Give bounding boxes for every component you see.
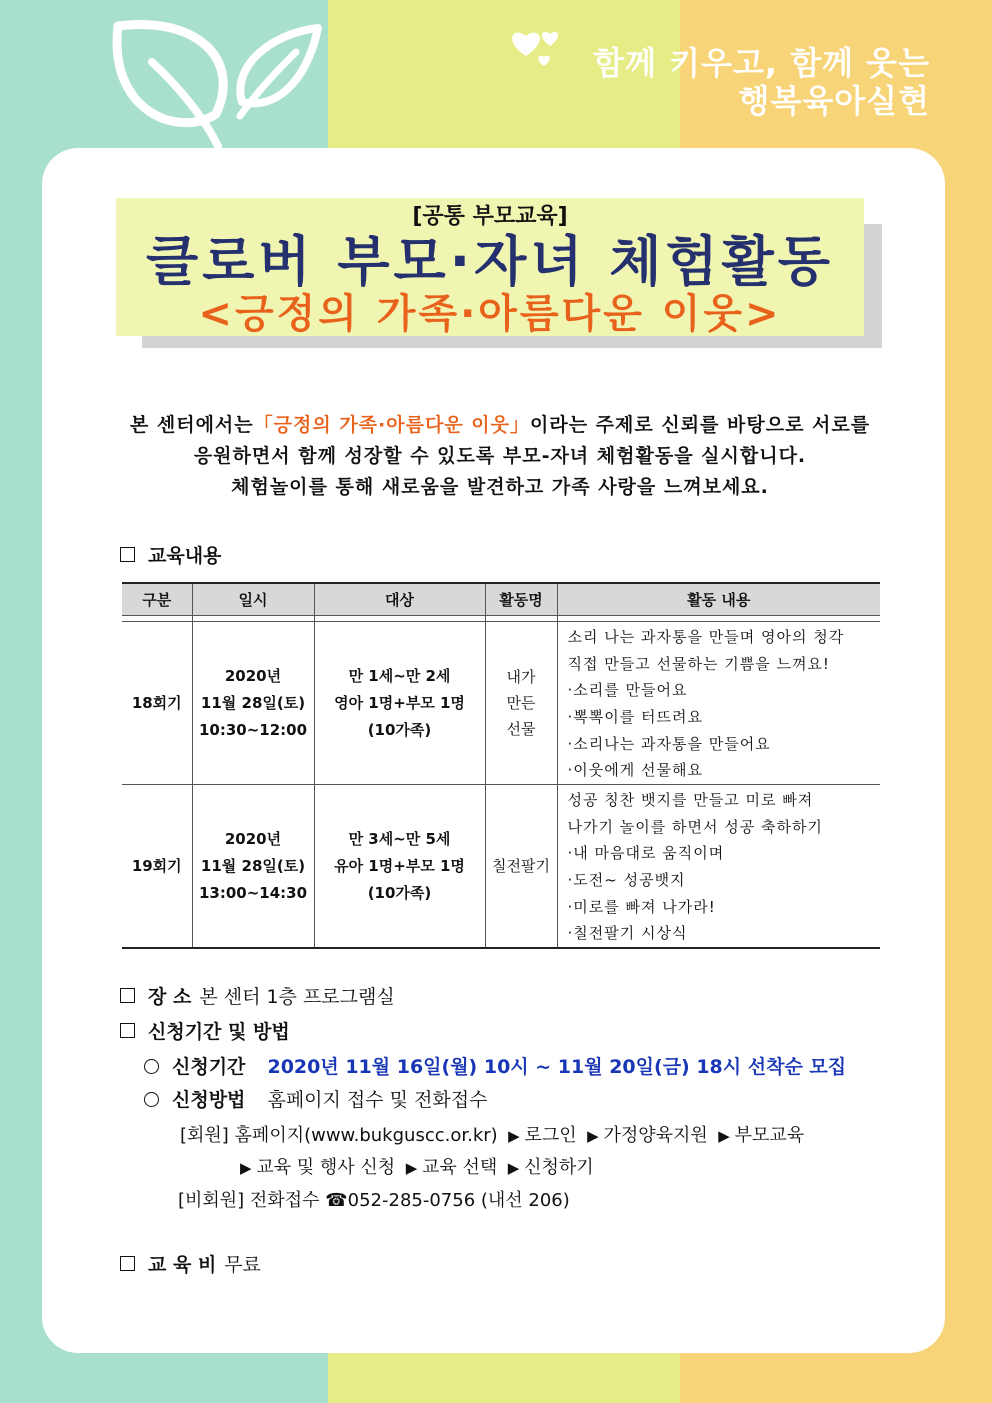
arrow-right-icon: ▶: [240, 1159, 257, 1177]
section-place: [120, 982, 395, 1009]
period-label: 신청기간: [172, 1056, 246, 1078]
method-label: 신청방법: [172, 1089, 246, 1111]
target-count: (10가족): [367, 883, 432, 902]
intro-line-1b: 이라는 주제로 신뢰를 바탕으로 서로를: [529, 414, 871, 436]
target-count: (10가족): [367, 720, 432, 739]
activity-name-line: 내가: [506, 668, 536, 686]
table-header-cell: 구분: [122, 583, 192, 616]
intro-line-3: 체험놀이를 통해 새로움을 발견하고 가족 사랑을 느껴보세요.: [231, 476, 769, 498]
session-cell: 18회기: [131, 693, 182, 712]
desc-line: ·미로를 빠져 나가라!: [567, 897, 716, 916]
intro-highlight: 「긍정의 가족·아름다운 이웃」: [253, 414, 530, 436]
table-row: [122, 785, 880, 949]
apply-method-line: [144, 1085, 487, 1112]
table-header-cell: 활동명: [485, 583, 557, 616]
checkbox-icon: [120, 1023, 135, 1038]
intro-line-1a: 본 센터에서는: [129, 414, 254, 436]
place-label: 장 소: [148, 986, 192, 1008]
circle-bullet-icon: [144, 1059, 159, 1074]
member-steps-line: [180, 1121, 804, 1147]
desc-line: ·이웃에게 선물해요: [567, 761, 703, 780]
step-family-support: 가정양육지원: [603, 1125, 708, 1146]
desc-line: 성공 칭찬 뱃지를 만들고 미로 빠져: [567, 791, 814, 810]
desc-line: ·뽁뽁이를 터뜨려요: [567, 708, 703, 726]
table-header-cell: 활동 내용: [557, 583, 880, 616]
fee-label: 교 육 비: [148, 1254, 217, 1276]
date-day: 11월 28일(토): [200, 856, 306, 875]
step-submit: 신청하기: [524, 1157, 594, 1178]
table-row: [122, 622, 880, 785]
member-steps-line-2: [240, 1153, 594, 1179]
section-education-content: [120, 541, 221, 568]
arrow-right-icon: ▶: [582, 1127, 604, 1145]
section-apply: [120, 1017, 290, 1044]
checkbox-icon: [120, 1256, 135, 1271]
hearts-icon: [506, 24, 568, 68]
desc-line: ·칠전팔기 시상식: [567, 924, 688, 943]
arrow-right-icon: ▶: [503, 1127, 525, 1145]
phone-icon: ☎: [325, 1190, 348, 1211]
arrow-right-icon: ▶: [400, 1159, 423, 1177]
desc-line: ·소리나는 과자통을 만들어요: [567, 734, 771, 753]
activity-name-cell: [485, 785, 557, 949]
target-people: 영아 1명+부모 1명: [334, 693, 465, 712]
slogan-line-1: 함께 키우고, 함께 웃는: [593, 44, 930, 82]
target-cell: [314, 622, 485, 785]
period-value: 2020년 11월 16일(월) 10시 ~ 11월 20일(금) 18시 선착순 모집: [267, 1056, 847, 1078]
target-people: 유아 1명+부모 1명: [334, 856, 465, 875]
checkbox-icon: [120, 547, 135, 562]
table-header-cell: 일시: [192, 583, 314, 616]
section-fee: [120, 1250, 261, 1277]
leaves-icon: [100, 18, 330, 148]
table-header-cell: 대상: [314, 583, 485, 616]
session-cell: 19회기: [122, 785, 192, 949]
arrow-right-icon: ▶: [503, 1159, 525, 1177]
apply-period-line: [144, 1052, 846, 1079]
date-year: 2020년: [224, 666, 282, 685]
arrow-right-icon: ▶: [713, 1127, 735, 1145]
title-box: [116, 198, 864, 336]
date-day: 11월 28일(토): [200, 693, 306, 712]
date-time: 13:00~14:30: [198, 883, 308, 902]
activity-name-line: 선물: [506, 720, 536, 738]
desc-line: 나가기 놀이를 하면서 성공 축하하기: [567, 817, 823, 836]
step-parent-edu: 부모교육: [734, 1125, 805, 1146]
desc-line: ·내 마음대로 움직이며: [567, 844, 725, 863]
desc-line: ·도전~ 성공뱃지: [567, 871, 686, 889]
activity-desc-cell: [557, 622, 880, 785]
date-cell: [192, 622, 314, 785]
nonmember-line: [178, 1186, 570, 1212]
activity-name-line: 만든: [506, 694, 536, 712]
title-tag: [공통 부모교육]: [412, 204, 568, 229]
section-label: 교육내용: [148, 545, 222, 567]
activity-name-line: 칠전팔기: [492, 857, 550, 875]
intro-paragraph: [112, 410, 888, 503]
step-login: 로그인: [524, 1125, 577, 1146]
program-table: [122, 582, 880, 949]
intro-line-2: 응원하면서 함께 성장할 수 있도록 부모-자녀 체험활동을 실시합니다.: [193, 445, 807, 467]
checkbox-icon: [120, 988, 135, 1003]
method-value: 홈페이지 접수 및 전화접수: [267, 1089, 488, 1111]
desc-line: ·소리를 만들어요: [567, 681, 688, 700]
page-title: 클로버 부모·자녀 체험활동: [146, 230, 834, 293]
date-time: 10:30~12:00: [198, 720, 308, 739]
activity-desc-cell: [557, 785, 880, 949]
table-header-row: [122, 583, 880, 616]
desc-line: 직접 만들고 선물하는 기쁨을 느껴요!: [567, 654, 830, 673]
activity-name-cell: [485, 622, 557, 785]
nonmember-prefix: [비회원] 전화접수: [178, 1190, 320, 1211]
target-age: 만 1세~만 2세: [348, 666, 451, 685]
member-prefix: [회원] 홈페이지(www.bukguscc.or.kr): [180, 1125, 498, 1146]
date-cell: [192, 785, 314, 949]
place-value: 본 센터 1층 프로그램실: [199, 986, 395, 1008]
date-year: 2020년: [224, 829, 282, 848]
circle-bullet-icon: [144, 1092, 159, 1107]
fee-value: 무료: [224, 1254, 262, 1276]
desc-line: 소리 나는 과자통을 만들며 영아의 청각: [567, 628, 845, 647]
phone-number: 052-285-0756 (내선 206): [347, 1190, 570, 1211]
step-apply-event: 교육 및 행사 신청: [256, 1157, 396, 1178]
apply-label: 신청기간 및 방법: [148, 1021, 290, 1043]
target-cell: [314, 785, 485, 949]
step-select-edu: 교육 선택: [422, 1157, 498, 1178]
page-subtitle: <긍정의 가족·아름다운 이웃>: [198, 291, 782, 337]
slogan: [593, 44, 930, 120]
slogan-line-2: 행복육아실현: [738, 82, 930, 120]
target-age: 만 3세~만 5세: [348, 829, 451, 848]
